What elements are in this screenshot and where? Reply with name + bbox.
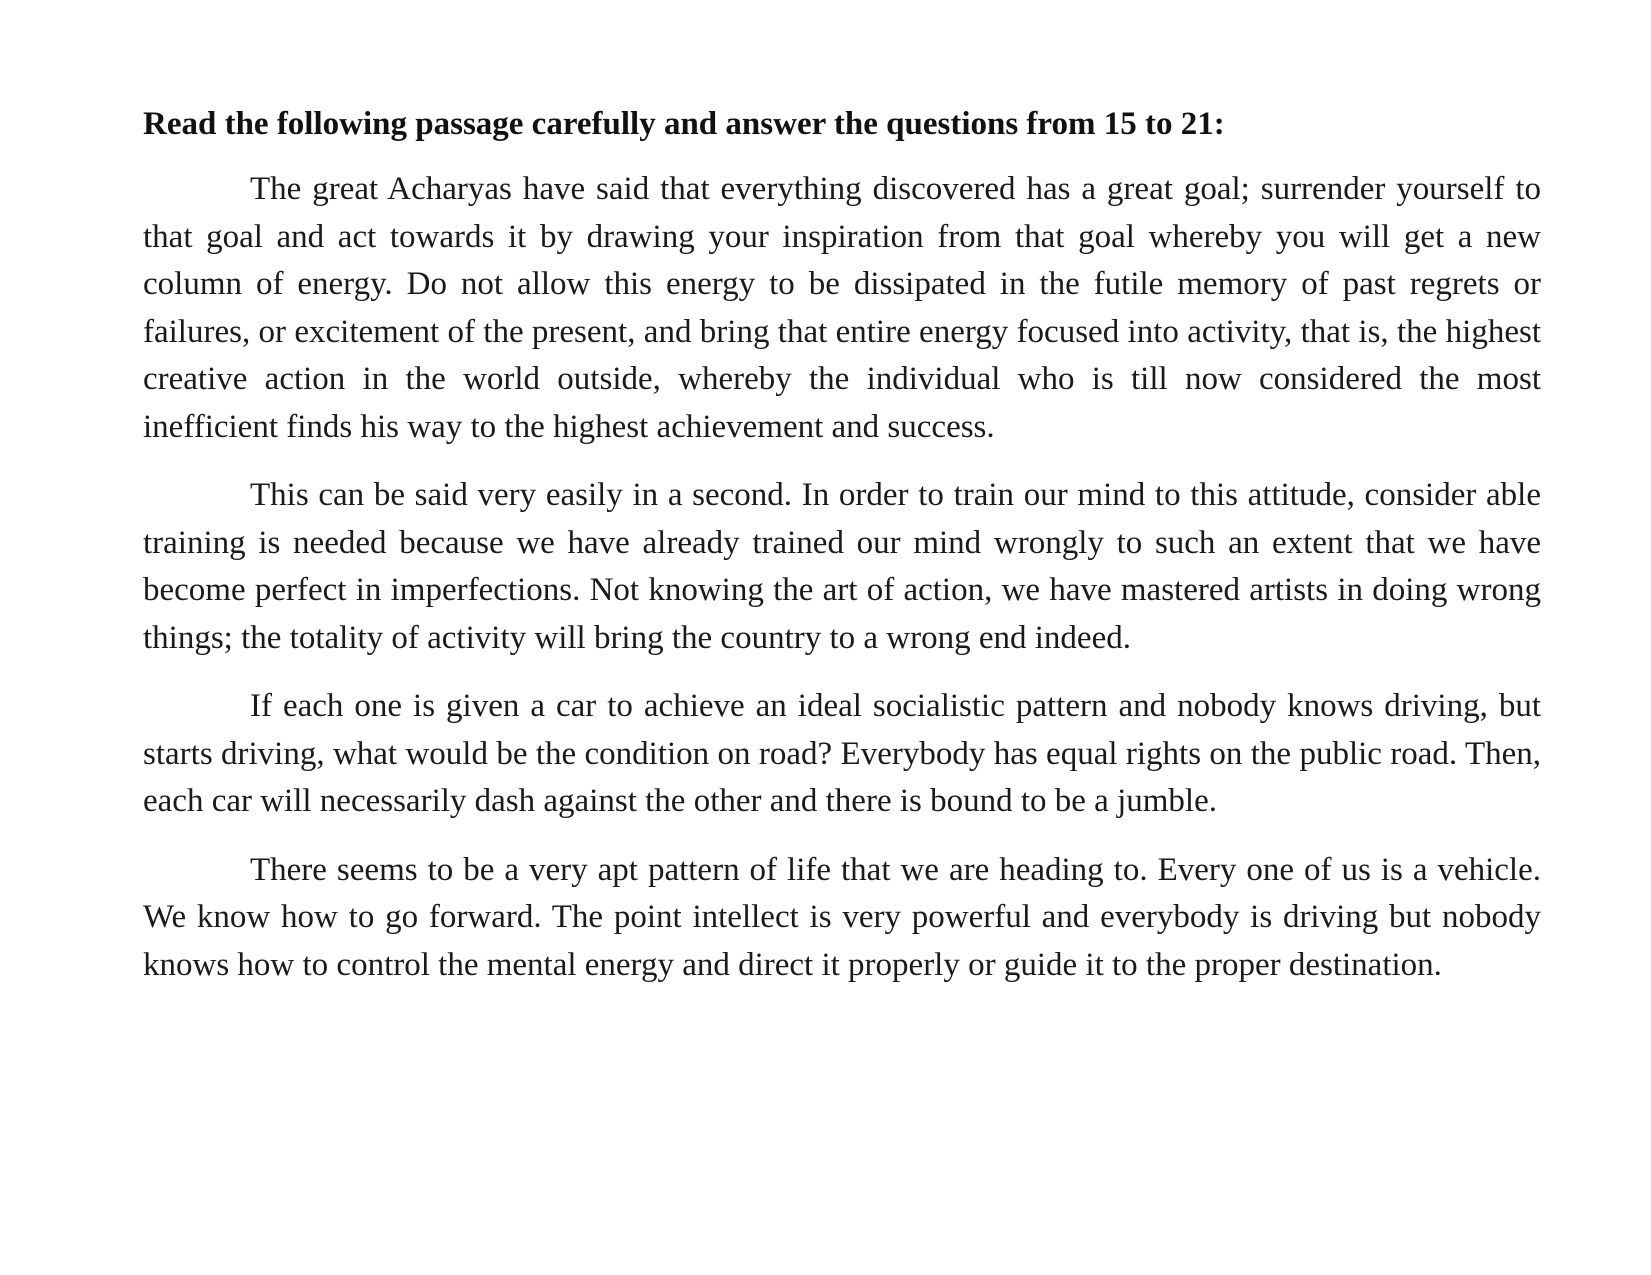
passage-paragraph-1: The great Acharyas have said that everything discovered has a great goal; surrender yourself to that goal and act towards it by drawing your inspiration from that goal whereby you will get a new column of energy. Do not allow this energy to be dissipated in the futile memory of past regrets or failures, or excitement of the present, and bring that entire energy focused into activity, that is, the highest creative action in the world outside, whereby the individual who is till now considered the most inefficient finds his way to the highest achievement and success.	[143, 171, 1541, 445]
passage-paragraph-3: If each one is given a car to achieve an ideal socialistic pattern and nobody knows driving, but starts driving, what would be the condition on road? Everybody has equal rights on the public road. Then, each car will necessarily dash against the other and there is bound to be a jumble.	[143, 688, 1541, 819]
passage-paragraph-4: There seems to be a very apt pattern of life that we are heading to. Every one of us is a vehicle. We know how to go forward. The point intellect is very powerful and everybody is driving but nobody knows how to control the mental energy and direct it properly or guide it to the proper destination.	[143, 851, 1541, 983]
passage-instruction-heading: Read the following passage carefully and answer the questions from 15 to 21:	[143, 106, 1225, 142]
document-page	[143, 100, 1541, 1010]
passage-paragraph-2: This can be said very easily in a second. In order to train our mind to this attitude, consider able training is needed because we have already trained our mind wrongly to such an extent that we have become perfect in imperfections. Not knowing the art of action, we have mastered artists in doing wrong things; the totality of activity will bring the country to a wrong end indeed.	[143, 477, 1541, 656]
